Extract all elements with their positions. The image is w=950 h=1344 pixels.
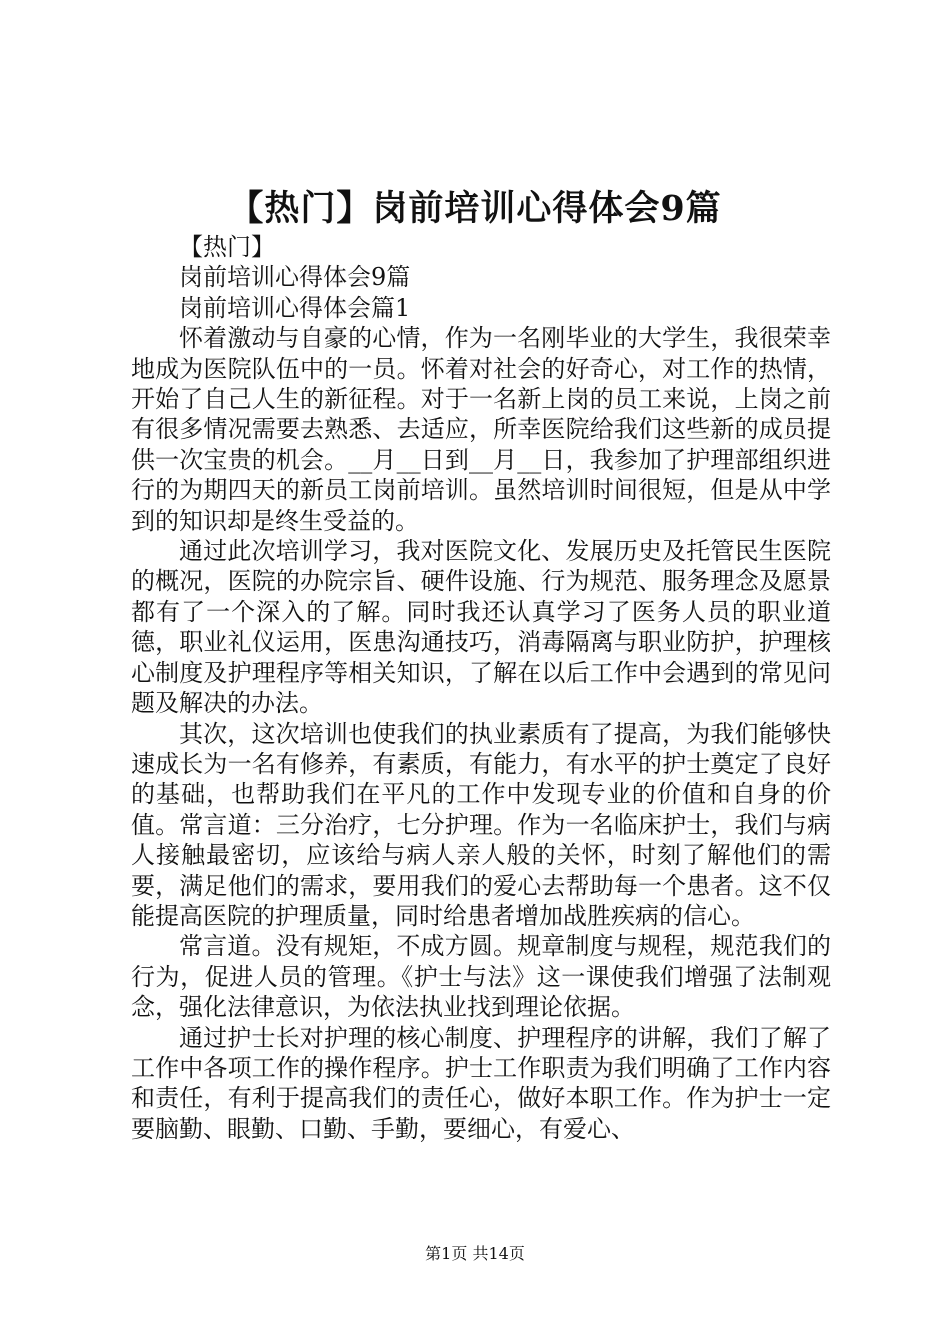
page-footer — [0, 1242, 950, 1266]
paragraph-3: 其次，这次培训也使我们的执业素质有了提高，为我们能够快速成长为一名有修养，有素质，有能力，有水平的护士奠定了良好的基础，也帮助我们在平凡的工作中发现专业的价值和自身的价值。常言道：三分治疗，七分护理。作为一名临床护士，我们与病人接触最密切，应该给与病人亲人般的关怀，时刻了解他们的需要，满足他们的需求，要用我们的爱心去帮助每一个患者。这不仅能提高医院的护理质量，同时给患者增加战胜疾病的信心。 — [131, 719, 831, 930]
page-total: 共14页 — [472, 1244, 525, 1263]
paragraph-4: 常言道。没有规矩，不成方圆。规章制度与规程，规范我们的行为，促进人员的管理。《护士与法》这一课使我们增强了法制观念，强化法律意识，为依法执业找到理论依据。 — [131, 932, 831, 1022]
paragraph-2: 通过此次培训学习，我对医院文化、发展历史及托管民生医院的概况，医院的办院宗旨、硬件设施、行为规范、服务理念及愿景都有了一个深入的了解。同时我还认真学习了医务人员的职业道德，职业礼仪运用，医患沟通技巧，消毒隔离与职业防护，护理核心制度及护理程序等相关知识，了解在以后工作中会遇到的常见问题及解决的办法。 — [131, 537, 831, 718]
paragraph-1: 怀着激动与自豪的心情，作为一名刚毕业的大学生，我很荣幸地成为医院队伍中的一员。怀着对社会的好奇心，对工作的热情，开始了自己人生的新征程。对于一名新上岗的员工来说，上岗之前有很多情况需要去熟悉、去适应，所幸医院给我们这些新的成员提供一次宝贵的机会。__月__日到__月__日，我参加了护理部组织进行的为期四天的新员工岗前培训。虽然培训时间很短，但是从中学到的知识却是终生受益的。 — [131, 324, 831, 535]
section-heading: 岗前培训心得体会篇1 — [179, 293, 411, 322]
page-number: 第1页 — [425, 1244, 468, 1263]
tag-line: 【热门】 — [179, 233, 275, 261]
document-title: 【热门】岗前培训心得体会9篇 — [228, 188, 722, 229]
subtitle-line: 岗前培训心得体会9篇 — [179, 263, 411, 292]
paragraph-5: 通过护士长对护理的核心制度、护理程序的讲解，我们了解了工作中各项工作的操作程序。护士工作职责为我们明确了工作内容和责任，有利于提高我们的责任心，做好本职工作。作为护士一定要脑勤、眼勤、口勤、手勤，要细心，有爱心、 — [131, 1023, 831, 1143]
document-body — [131, 232, 831, 1144]
